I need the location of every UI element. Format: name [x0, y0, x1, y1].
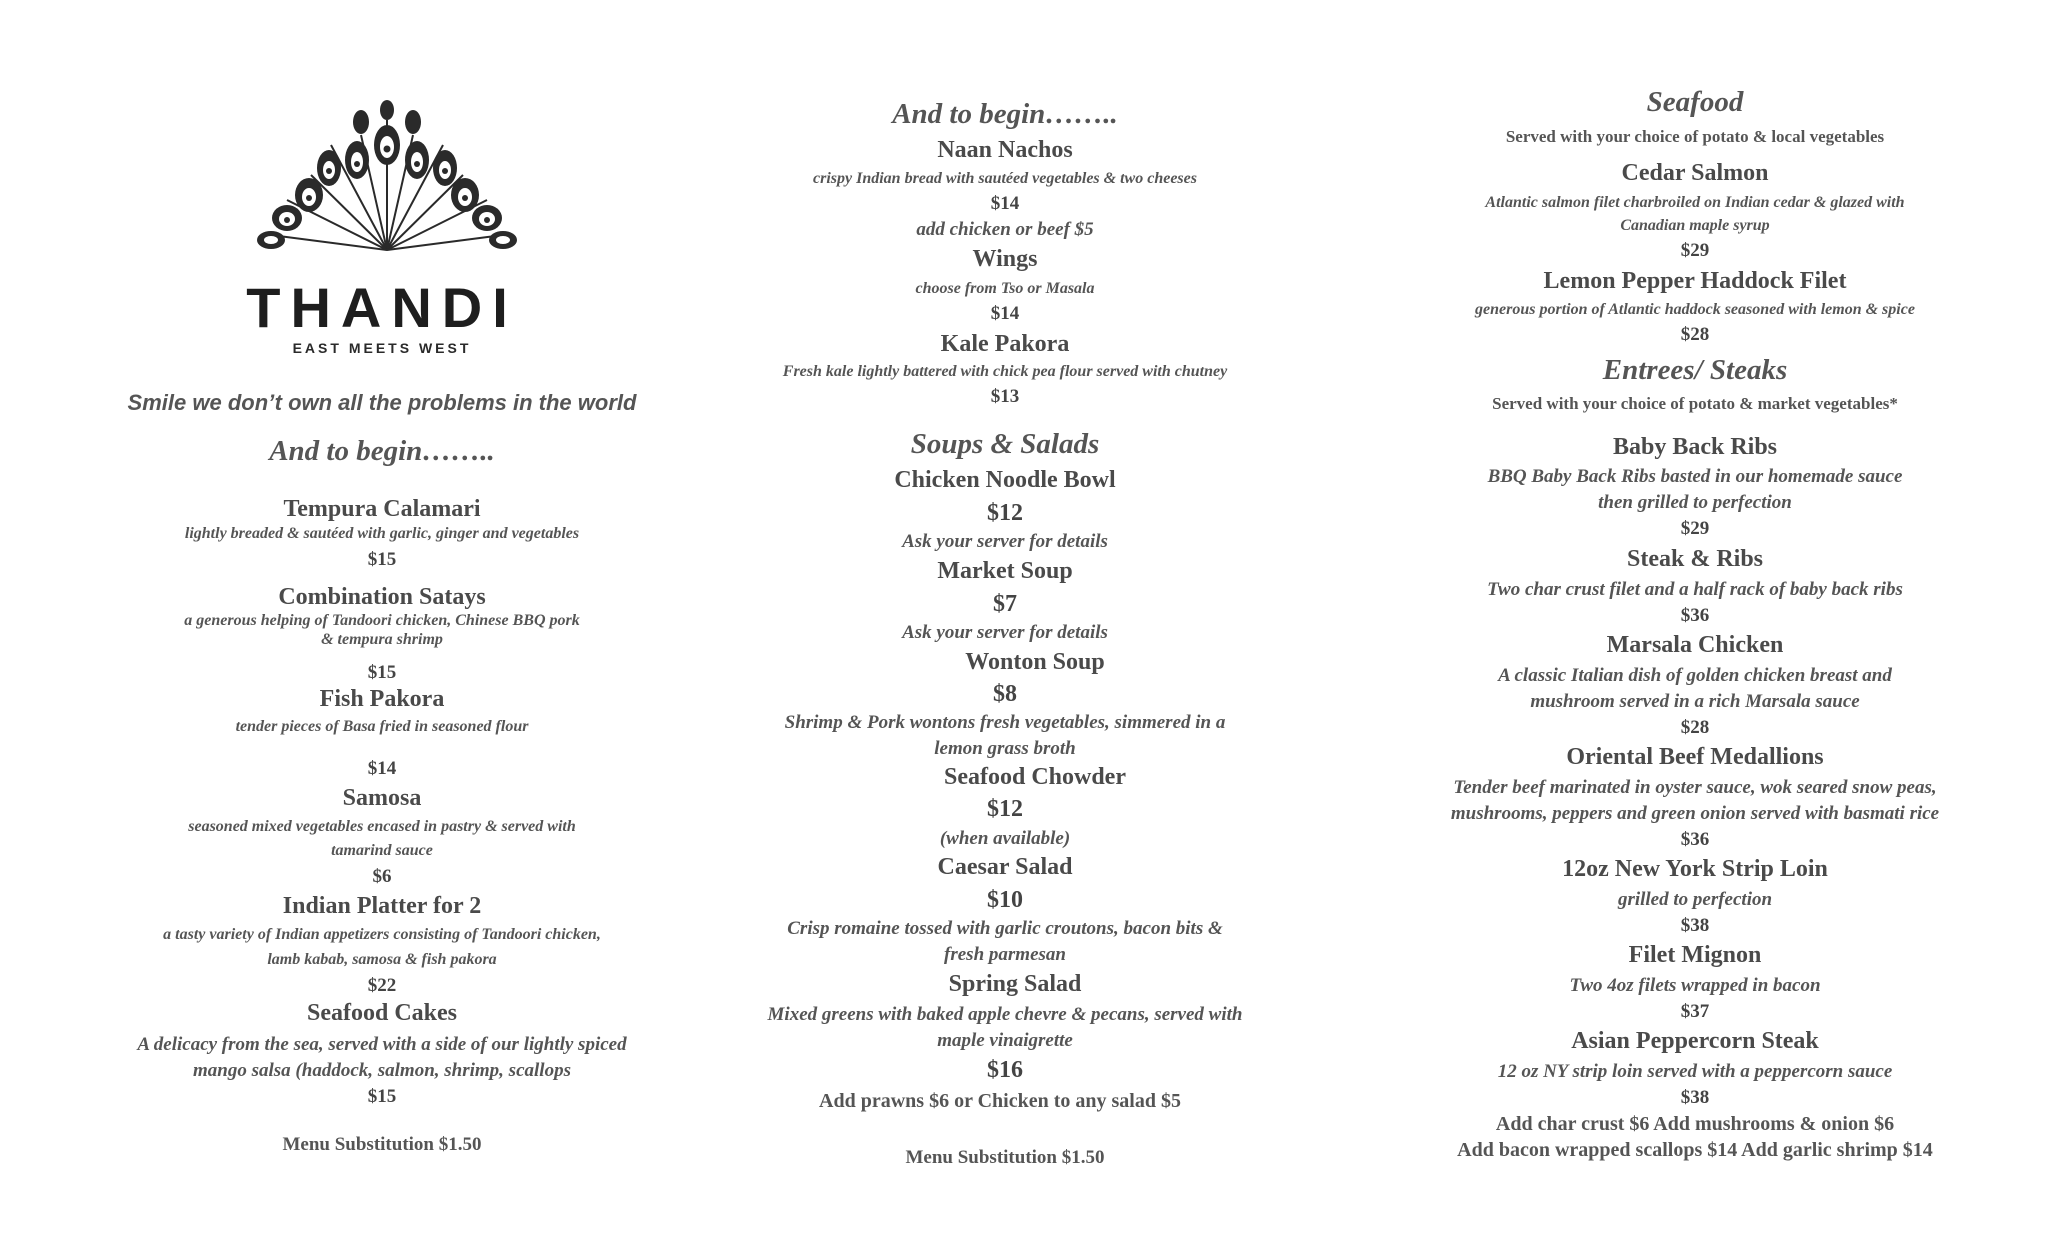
- menu-item-price: $12: [987, 500, 1023, 526]
- menu-item-desc: Ask your server for details: [902, 531, 1108, 552]
- brand-motto: Smile we don’t own all the problems in the world: [127, 390, 637, 415]
- entree-addon-note: Add char crust $6 Add mushrooms & onion $6: [1495, 1113, 1895, 1135]
- menu-item-name: Lemon Pepper Haddock Filet: [1543, 268, 1847, 294]
- menu-item-price: $14: [990, 193, 1020, 214]
- menu-item-name: Wonton Soup: [965, 649, 1105, 675]
- menu-item-price: $38: [1680, 1087, 1710, 1108]
- section-subtitle: Served with your choice of potato & local vegetables: [1505, 127, 1885, 146]
- menu-item-desc: & tempura shrimp: [321, 631, 443, 648]
- menu-item-desc: lemon grass broth: [934, 738, 1076, 759]
- menu-item-name: Filet Mignon: [1628, 942, 1762, 968]
- peacock-feather-fan-icon: [249, 100, 525, 260]
- menu-item-name: Asian Peppercorn Steak: [1571, 1028, 1819, 1054]
- menu-item-name: 12oz New York Strip Loin: [1562, 856, 1828, 882]
- menu-item-name: Spring Salad: [948, 971, 1082, 997]
- menu-item-desc: A delicacy from the sea, served with a side of our lightly spiced: [137, 1034, 627, 1055]
- menu-item-price: $38: [1680, 915, 1710, 936]
- menu-item-name: Marsala Chicken: [1606, 632, 1784, 658]
- menu-item-desc: maple vinaigrette: [937, 1030, 1073, 1051]
- section-heading-seafood: Seafood: [1646, 86, 1744, 118]
- menu-item-name: Fish Pakora: [319, 686, 445, 712]
- menu-item-desc: Crisp romaine tossed with garlic croutons, bacon bits &: [787, 918, 1223, 939]
- section-heading-soups: Soups & Salads: [910, 428, 1100, 460]
- menu-item-price: $36: [1680, 605, 1710, 626]
- menu-item-price: $16: [987, 1057, 1023, 1083]
- menu-item-name: Kale Pakora: [940, 331, 1070, 357]
- menu-item-desc: fresh parmesan: [944, 944, 1066, 965]
- menu-item-desc: (when available): [939, 828, 1071, 849]
- menu-item-desc: mango salsa (haddock, salmon, shrimp, scallops: [193, 1060, 571, 1081]
- menu-item-name: Wings: [972, 246, 1038, 272]
- section-heading-entrees: Entrees/ Steaks: [1602, 354, 1788, 386]
- menu-item-name: Market Soup: [937, 558, 1073, 584]
- menu-item-price: $15: [367, 662, 397, 683]
- column-right: [1395, 0, 1995, 1243]
- menu-item-price: $15: [367, 549, 397, 570]
- menu-item-desc: then grilled to perfection: [1598, 492, 1792, 513]
- menu-item-desc: tamarind sauce: [331, 842, 433, 859]
- menu-item-price: $29: [1680, 240, 1710, 261]
- section-heading-starters: And to begin……..: [269, 435, 495, 467]
- menu-item-price: $6: [372, 866, 392, 887]
- menu-item-name: Seafood Chowder: [943, 764, 1126, 790]
- menu-item-desc: BBQ Baby Back Ribs basted in our homemade sauce: [1487, 466, 1903, 487]
- menu-item-desc: Mixed greens with baked apple chevre & pecans, served with: [767, 1004, 1243, 1025]
- menu-item-desc: grilled to perfection: [1617, 889, 1773, 910]
- menu-item-desc: Canadian maple syrup: [1620, 217, 1770, 234]
- salad-addon-note: Add prawns $6 or Chicken to any salad $5: [819, 1090, 1181, 1112]
- menu-item-desc: Two char crust filet and a half rack of baby back ribs: [1487, 579, 1903, 600]
- menu-item-name: Oriental Beef Medallions: [1566, 744, 1824, 770]
- section-subtitle: Served with your choice of potato & market vegetables*: [1492, 394, 1898, 413]
- menu-item-price: $14: [990, 303, 1020, 324]
- menu-item-name: Caesar Salad: [937, 854, 1073, 880]
- menu-item-desc: lamb kabab, samosa & fish pakora: [267, 951, 497, 968]
- brand-name: THANDI: [246, 276, 518, 339]
- menu-item-desc: 12 oz NY strip loin served with a peppercorn sauce: [1497, 1061, 1893, 1082]
- menu-item-price: $13: [990, 386, 1020, 407]
- menu-item-name: Naan Nachos: [937, 137, 1073, 163]
- menu-item-desc: crispy Indian bread with sautéed vegetables & two cheeses: [813, 170, 1197, 187]
- menu-item-desc: Shrimp & Pork wontons fresh vegetables, simmered in a: [784, 712, 1226, 733]
- menu-item-desc: tender pieces of Basa fried in seasoned flour: [235, 718, 529, 735]
- menu-item-price: $15: [367, 1086, 397, 1107]
- column-left: [82, 0, 682, 1243]
- menu-item-price: $29: [1680, 518, 1710, 539]
- entree-addon-note: Add bacon wrapped scallops $14 Add garlic shrimp $14: [1457, 1139, 1933, 1161]
- menu-item-desc: lightly breaded & sautéed with garlic, ginger and vegetables: [184, 525, 580, 542]
- menu-item-desc: a tasty variety of Indian appetizers consisting of Tandoori chicken,: [163, 926, 601, 943]
- menu-item-desc: Two 4oz filets wrapped in bacon: [1569, 975, 1821, 996]
- menu-item-desc: Atlantic salmon filet charbroiled on Indian cedar & glazed with: [1485, 194, 1905, 211]
- menu-item-price: $14: [367, 758, 397, 779]
- menu-item-desc: generous portion of Atlantic haddock seasoned with lemon & spice: [1475, 301, 1915, 318]
- menu-substitution-note: Menu Substitution $1.50: [905, 1147, 1105, 1168]
- menu-item-name: Seafood Cakes: [306, 1000, 457, 1026]
- menu-item-desc: Fresh kale lightly battered with chick pea flour served with chutney: [782, 363, 1228, 380]
- menu-item-price: $28: [1680, 324, 1710, 345]
- menu-item-price: $12: [987, 796, 1023, 822]
- menu-item-name: Steak & Ribs: [1626, 546, 1764, 572]
- menu-item-price: $22: [367, 975, 397, 996]
- menu-item-price: $37: [1680, 1001, 1710, 1022]
- menu-substitution-note: Menu Substitution $1.50: [282, 1134, 482, 1155]
- section-heading-starters: And to begin……..: [892, 98, 1118, 130]
- menu-item-desc: Ask your server for details: [902, 622, 1108, 643]
- menu-item-price: $8: [993, 681, 1017, 707]
- column-middle: [705, 0, 1305, 1243]
- menu-item-name: Tempura Calamari: [283, 496, 481, 522]
- menu-item-price: $36: [1680, 829, 1710, 850]
- menu-item-price: $10: [987, 887, 1023, 913]
- menu-item-extra: add chicken or beef $5: [916, 219, 1094, 240]
- menu-item-name: Chicken Noodle Bowl: [894, 467, 1116, 493]
- menu-item-name: Combination Satays: [278, 584, 486, 610]
- menu-item-desc: a generous helping of Tandoori chicken, Chinese BBQ pork: [184, 612, 580, 629]
- menu-item-desc: Tender beef marinated in oyster sauce, wok seared snow peas,: [1453, 777, 1937, 798]
- brand-tagline: EAST MEETS WEST: [292, 340, 472, 356]
- menu-item-price: $7: [993, 591, 1017, 617]
- menu-item-price: $28: [1680, 717, 1710, 738]
- menu-item-desc: choose from Tso or Masala: [915, 280, 1095, 297]
- menu-item-desc: mushrooms, peppers and green onion served with basmati rice: [1450, 803, 1940, 824]
- menu-item-name: Indian Platter for 2: [282, 893, 482, 919]
- menu-item-desc: seasoned mixed vegetables encased in pastry & served with: [188, 818, 576, 835]
- menu-item-desc: A classic Italian dish of golden chicken breast and: [1498, 665, 1892, 686]
- menu-item-desc: mushroom served in a rich Marsala sauce: [1530, 691, 1860, 712]
- menu-item-name: Samosa: [342, 785, 422, 811]
- menu-item-name: Baby Back Ribs: [1612, 434, 1778, 460]
- menu-item-name: Cedar Salmon: [1621, 160, 1769, 186]
